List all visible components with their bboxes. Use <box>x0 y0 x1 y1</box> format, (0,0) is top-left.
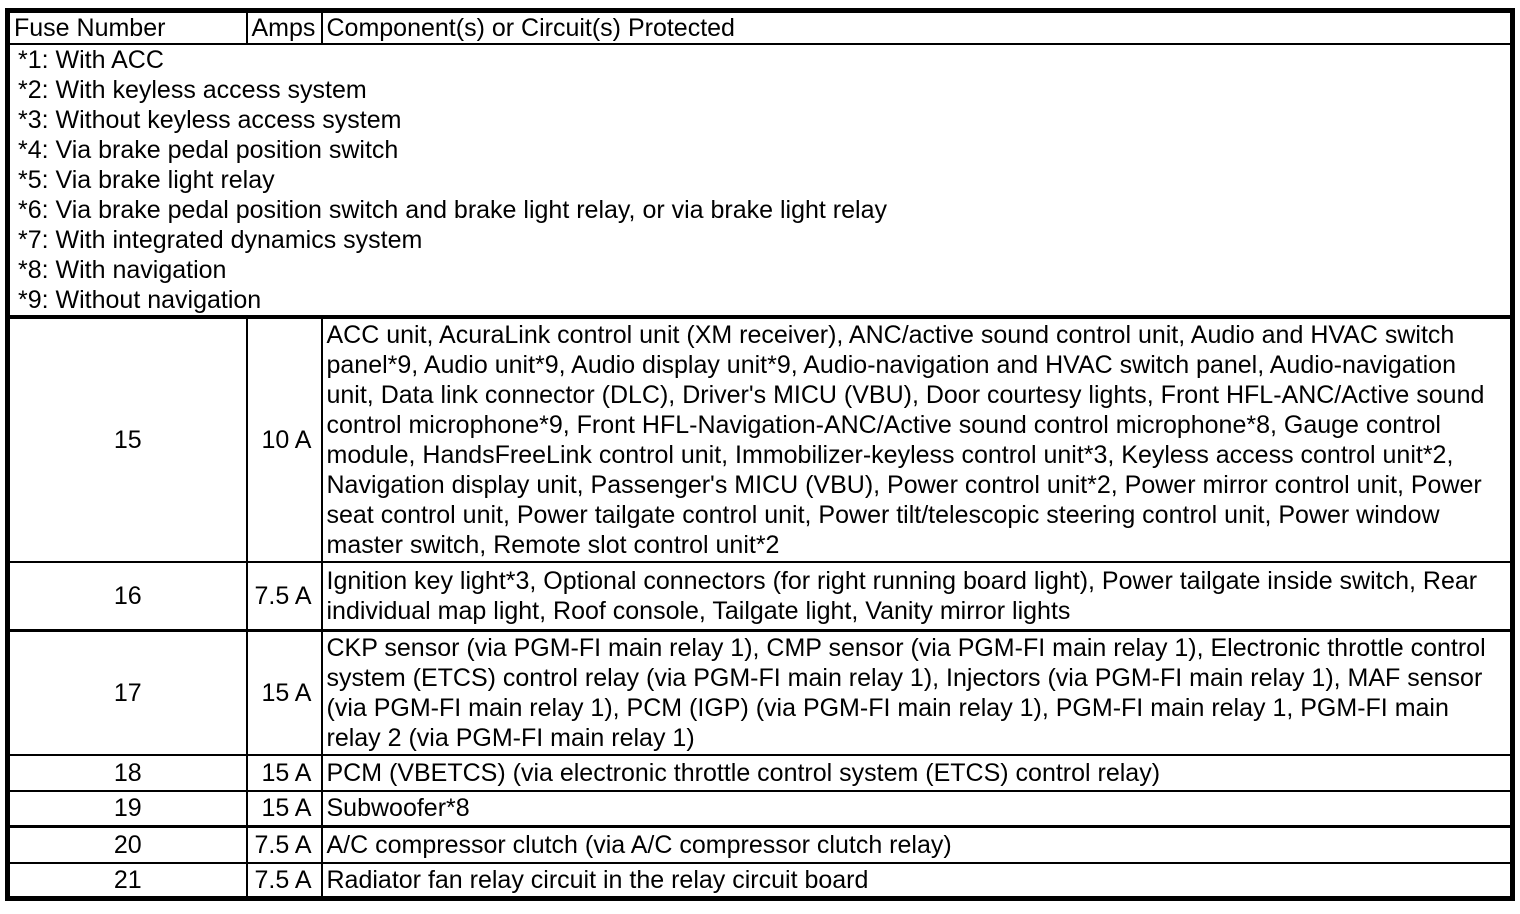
table-row <box>8 562 1513 630</box>
table-row <box>8 755 1513 791</box>
header-components: Component(s) or Circuit(s) Protected <box>322 11 1513 45</box>
components-cell: A/C compressor clutch (via A/C compressor clutch relay) <box>322 827 1513 863</box>
table-row <box>8 791 1513 827</box>
fuse-number-cell: 17 <box>8 630 247 755</box>
note-line: *5: Via brake light relay <box>18 166 275 194</box>
fuse-number-cell: 21 <box>8 863 247 899</box>
amps-cell: 15 A <box>247 755 322 791</box>
fuse-table <box>5 8 1515 901</box>
fuse-number-cell: 20 <box>8 827 247 863</box>
components-cell: PCM (VBETCS) (via electronic throttle control system (ETCS) control relay) <box>322 755 1513 791</box>
notes-cell <box>8 44 1513 317</box>
fuse-number-cell: 19 <box>8 791 247 827</box>
components-cell: Radiator fan relay circuit in the relay circuit board <box>322 863 1513 899</box>
note-line: *4: Via brake pedal position switch <box>18 136 399 164</box>
note-line: *7: With integrated dynamics system <box>18 226 423 254</box>
note-line: *9: Without navigation <box>18 286 262 314</box>
note-line: *2: With keyless access system <box>18 76 367 104</box>
amps-cell: 7.5 A <box>247 863 322 899</box>
components-cell: Subwoofer*8 <box>322 791 1513 827</box>
table-header-row <box>8 11 1513 45</box>
notes-row <box>8 44 1513 317</box>
fuse-number-cell: 15 <box>8 317 247 562</box>
table-row <box>8 630 1513 755</box>
table-row <box>8 317 1513 562</box>
note-line: *3: Without keyless access system <box>18 106 402 134</box>
components-cell: CKP sensor (via PGM-FI main relay 1), CMP sensor (via PGM-FI main relay 1), Electronic throttle control system (ETCS) control relay (via PGM-FI main relay 1), Injectors (via PGM-FI main relay 1), MAF sensor (via PGM-FI main relay 1), PCM (IGP) (via PGM-FI main relay 1), PGM-FI main relay 1, PGM-FI main relay 2 (via PGM-FI main relay 1) <box>322 630 1513 755</box>
amps-cell: 7.5 A <box>247 562 322 630</box>
table-row <box>8 863 1513 899</box>
fuse-number-cell: 18 <box>8 755 247 791</box>
table-row <box>8 827 1513 863</box>
note-line: *1: With ACC <box>18 46 164 74</box>
amps-cell: 10 A <box>247 317 322 562</box>
header-amps: Amps <box>247 11 322 45</box>
amps-cell: 15 A <box>247 791 322 827</box>
fuse-number-cell: 16 <box>8 562 247 630</box>
components-cell: Ignition key light*3, Optional connectors (for right running board light), Power tailgate inside switch, Rear individual map light, Roof console, Tailgate light, Vanity mirror lights <box>322 562 1513 630</box>
amps-cell: 7.5 A <box>247 827 322 863</box>
note-line: *6: Via brake pedal position switch and brake light relay, or via brake light relay <box>18 196 887 224</box>
amps-cell: 15 A <box>247 630 322 755</box>
components-cell: ACC unit, AcuraLink control unit (XM receiver), ANC/active sound control unit, Audio and HVAC switch panel*9, Audio unit*9, Audio display unit*9, Audio-navigation and HVAC switch panel, Audio-navigation unit, Data link connector (DLC), Driver's MICU (VBU), Door courtesy lights, Front HFL-ANC/Active sound control microphone*9, Front HFL-Navigation-ANC/Active sound control microphone*8, Gauge control module, HandsFreeLink control unit, Immobilizer-keyless control unit*3, Keyless access control unit*2, Navigation display unit, Passenger's MICU (VBU), Power control unit*2, Power mirror control unit, Power seat control unit, Power tailgate control unit, Power tilt/telescopic steering control unit, Power window master switch, Remote slot control unit*2 <box>322 317 1513 562</box>
note-line: *8: With navigation <box>18 256 227 284</box>
header-fuse-number: Fuse Number <box>8 11 247 45</box>
